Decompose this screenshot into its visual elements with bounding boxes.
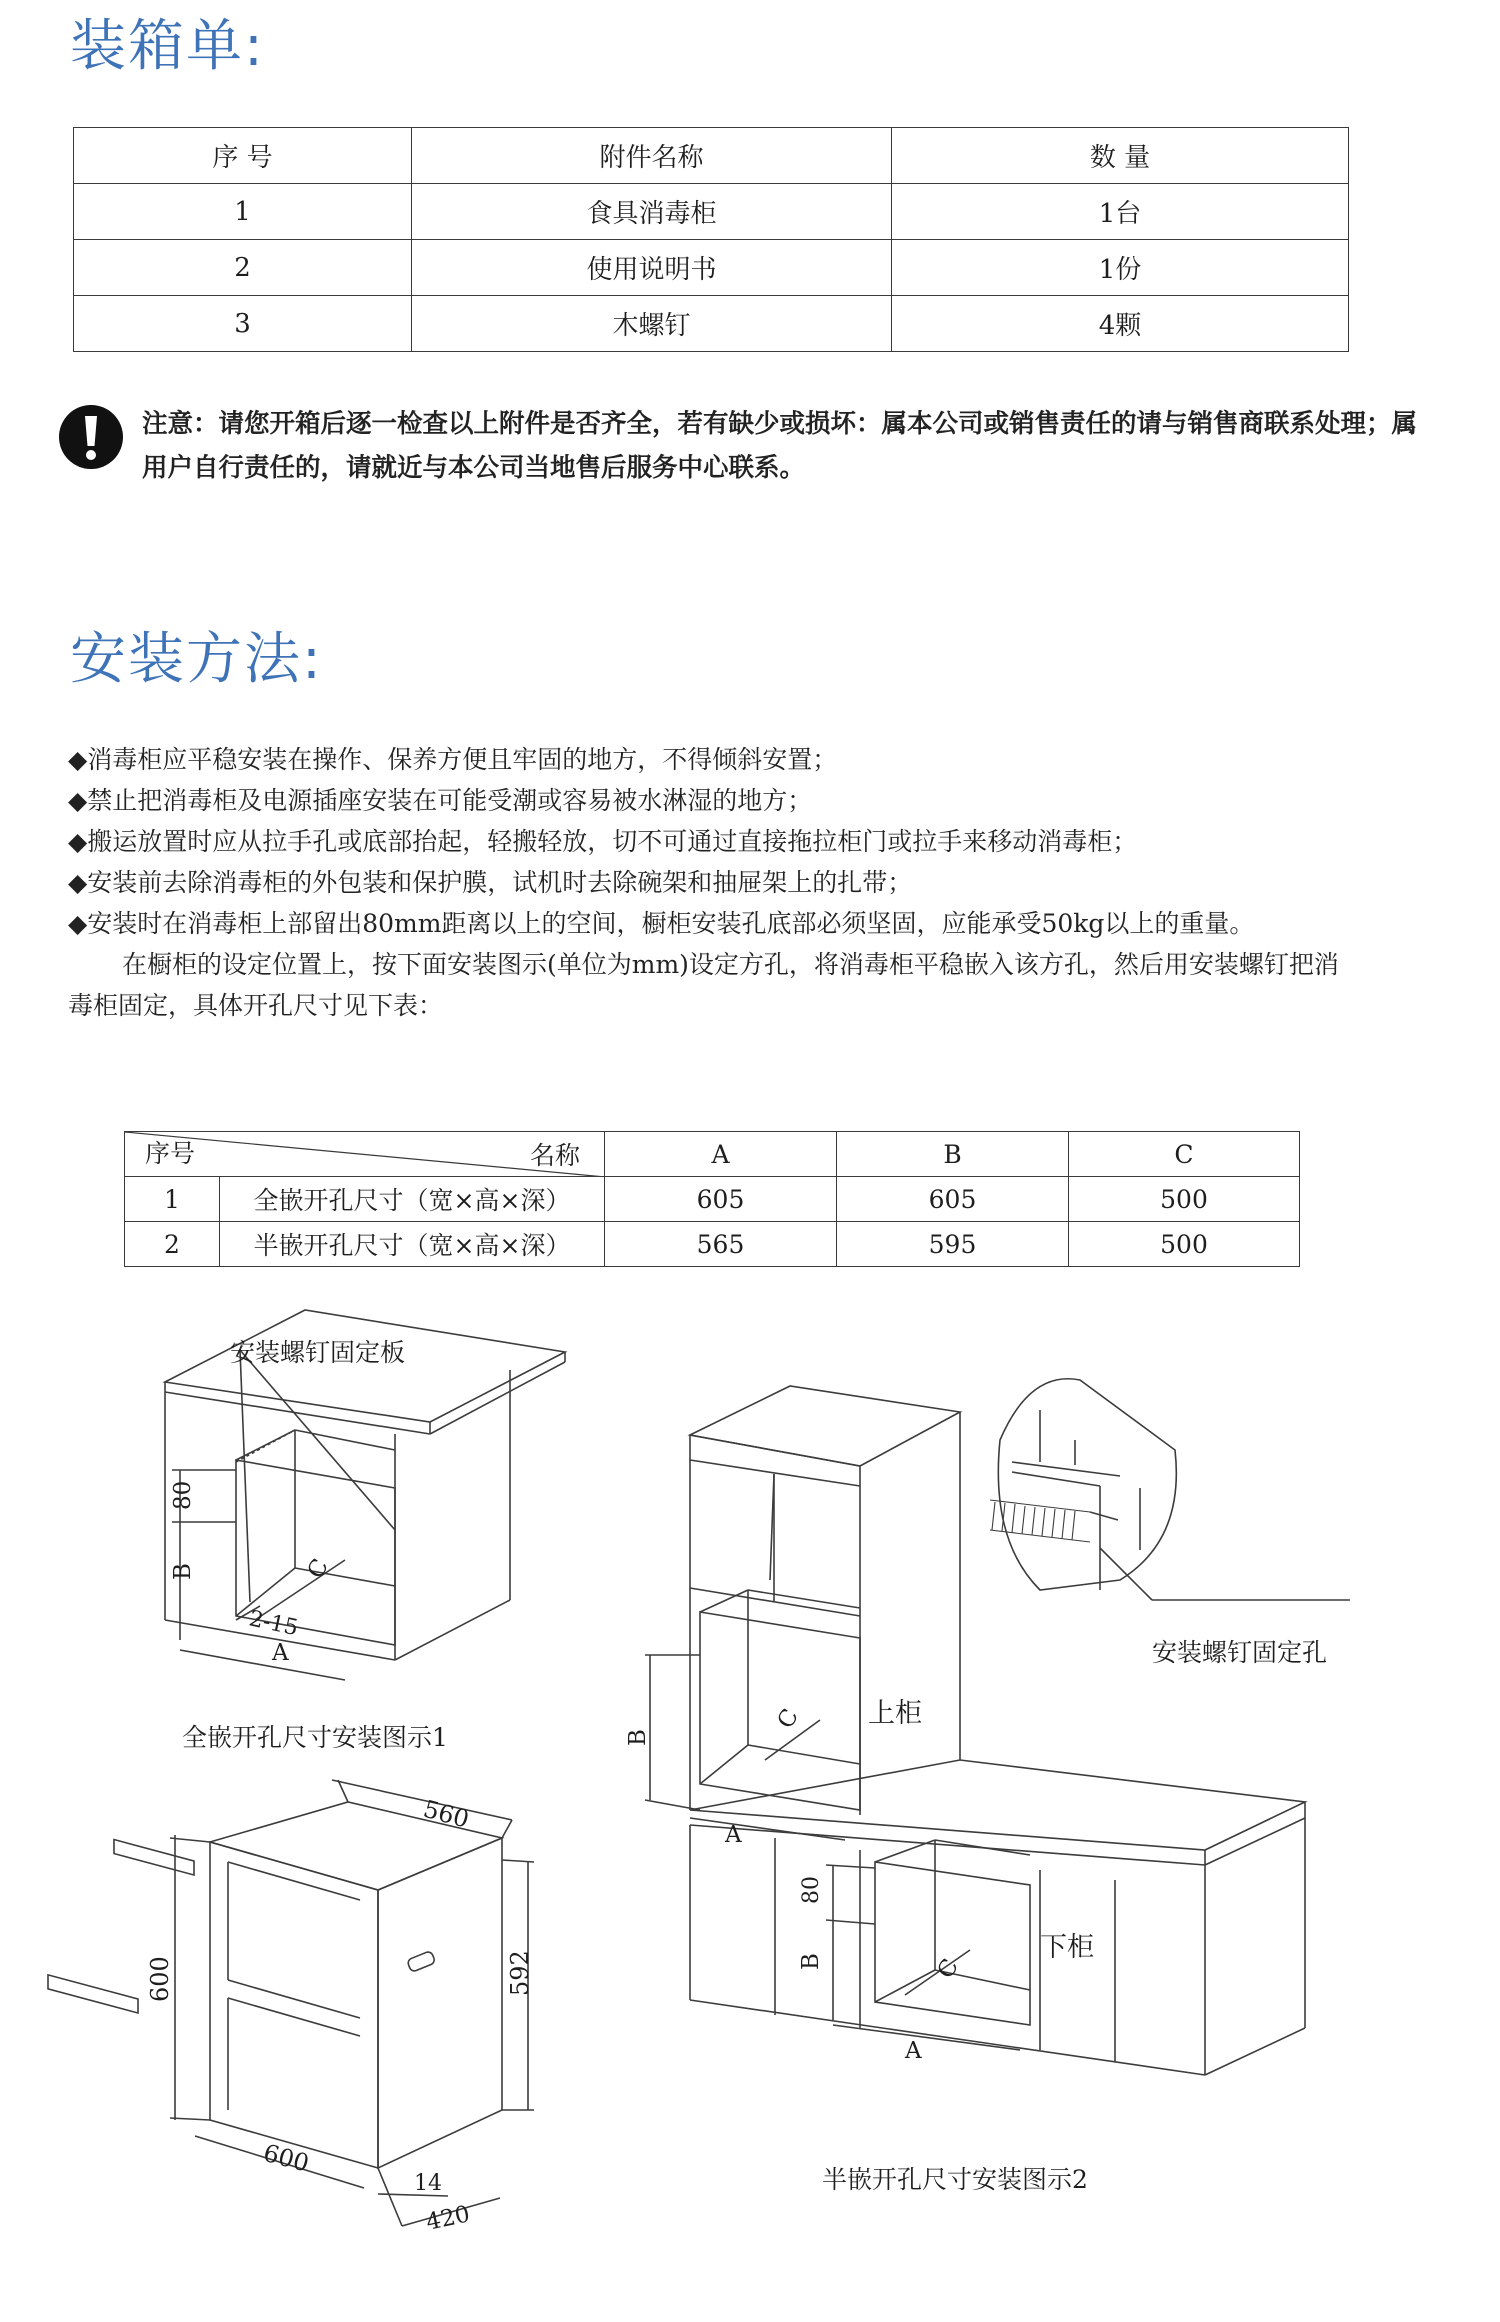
row-no: 3 <box>74 296 412 352</box>
hole-size-table <box>124 1131 1300 1267</box>
lower-cabinet-label: 下柜 <box>1040 1932 1094 1963</box>
table-row <box>125 1177 1300 1222</box>
fig1-caption: 全嵌开孔尺寸安装图示1 <box>182 1723 448 1752</box>
fig2-lower-dim-b: B <box>798 1953 824 1970</box>
table-row <box>74 240 1349 296</box>
row-c: 500 <box>1069 1222 1300 1267</box>
bullet-item: ◆安装时在消毒柜上部留出80mm距离以上的空间，橱柜安装孔底部必须坚固，应能承受50kg以上的重量。 <box>68 909 1255 938</box>
bullet-item: ◆禁止把消毒柜及电源插座安装在可能受潮或容易被水淋湿的地方； <box>68 786 813 815</box>
row-name: 使用说明书 <box>412 240 892 296</box>
corner-label-name: 名称 <box>529 1141 580 1170</box>
row-qty: 1台 <box>892 184 1349 240</box>
header-qty: 数 量 <box>892 128 1349 184</box>
fig2-lower-dim-a: A <box>905 2038 922 2064</box>
install-instructions <box>68 739 1358 1026</box>
installation-diagrams <box>0 1290 1500 2322</box>
row-qty: 1份 <box>892 240 1349 296</box>
row-qty: 4颗 <box>892 296 1349 352</box>
header-b: B <box>837 1132 1069 1177</box>
unit-width-600: 600 <box>260 2138 312 2178</box>
fixing-hole-label: 安装螺钉固定孔 <box>1152 1638 1328 1667</box>
row-no: 2 <box>74 240 412 296</box>
fig2-lower-dim-c: C <box>932 1954 965 1983</box>
packing-table <box>73 127 1349 352</box>
table-header-row <box>125 1132 1300 1177</box>
fig1-dim-c: C <box>302 1554 335 1583</box>
header-c: C <box>1069 1132 1300 1177</box>
row-a: 605 <box>605 1177 837 1222</box>
bullet-item: ◆搬运放置时应从拉手孔或底部抬起，轻搬轻放，切不可通过直接拖拉柜门或拉手来移动消毒柜； <box>68 827 1138 856</box>
half-embed-cabinet-drawing <box>645 1379 1350 2075</box>
upper-cabinet-label: 上柜 <box>868 1698 922 1729</box>
row-name: 食具消毒柜 <box>412 184 892 240</box>
install-paragraph: 在橱柜的设定位置上，按下面安装图示(单位为mm)设定方孔，将消毒柜平稳嵌入该方孔，然后用安装螺钉把消毒柜固定，具体开孔尺寸见下表： <box>68 950 1339 1020</box>
header-a: A <box>605 1132 837 1177</box>
fig1-dim-b: B <box>170 1563 196 1580</box>
unit-depth-14: 14 <box>414 2171 442 2196</box>
fig2-dim-80: 80 <box>799 1876 824 1904</box>
exclamation-icon <box>58 404 124 470</box>
row-name: 全嵌开孔尺寸（宽×高×深） <box>220 1177 605 1222</box>
fig1-dim-80: 80 <box>170 1480 196 1510</box>
bullet-item: ◆安装前去除消毒柜的外包装和保护膜，试机时去除碗架和抽屉架上的扎带； <box>68 868 913 897</box>
fixing-plate-label: 安装螺钉固定板 <box>230 1338 406 1367</box>
header-no: 序 号 <box>74 128 412 184</box>
row-name: 半嵌开孔尺寸（宽×高×深） <box>220 1222 605 1267</box>
table-row <box>74 184 1349 240</box>
diagonal-header-cell <box>125 1132 605 1177</box>
unit-height-592: 592 <box>506 1950 534 1996</box>
row-c: 500 <box>1069 1177 1300 1222</box>
table-row <box>74 296 1349 352</box>
row-b: 595 <box>837 1222 1069 1267</box>
fig2-dim-b: B <box>625 1729 651 1746</box>
table-row <box>125 1222 1300 1267</box>
fig2-dim-a: A <box>725 1822 742 1848</box>
row-no: 2 <box>125 1222 220 1267</box>
notice-text: 注意：请您开箱后逐一检查以上附件是否齐全，若有缺少或损坏：属本公司或销售责任的请与销售商联系处理；属用户自行责任的，请就近与本公司当地售后服务中心联系。 <box>142 409 1418 483</box>
fig1-dim-gap: 2-15 <box>246 1606 301 1642</box>
row-b: 605 <box>837 1177 1069 1222</box>
unit-width-560: 560 <box>420 1794 472 1834</box>
row-name: 木螺钉 <box>412 296 892 352</box>
fig1-dim-a: A <box>272 1640 289 1666</box>
unit-depth-420: 420 <box>423 2201 473 2236</box>
header-name: 附件名称 <box>412 128 892 184</box>
unit-height-600: 600 <box>146 1956 174 2002</box>
row-no: 1 <box>74 184 412 240</box>
install-title: 安装方法: <box>70 627 323 692</box>
fig2-dim-c: C <box>772 1704 805 1733</box>
packing-title: 装箱单: <box>70 14 265 79</box>
row-a: 565 <box>605 1222 837 1267</box>
corner-label-no: 序号 <box>145 1139 196 1168</box>
fig2-caption: 半嵌开孔尺寸安装图示2 <box>822 2165 1088 2194</box>
row-no: 1 <box>125 1177 220 1222</box>
bullet-item: ◆消毒柜应平稳安装在操作、保养方便且牢固的地方，不得倾斜安置； <box>68 745 838 774</box>
table-header-row <box>74 128 1349 184</box>
